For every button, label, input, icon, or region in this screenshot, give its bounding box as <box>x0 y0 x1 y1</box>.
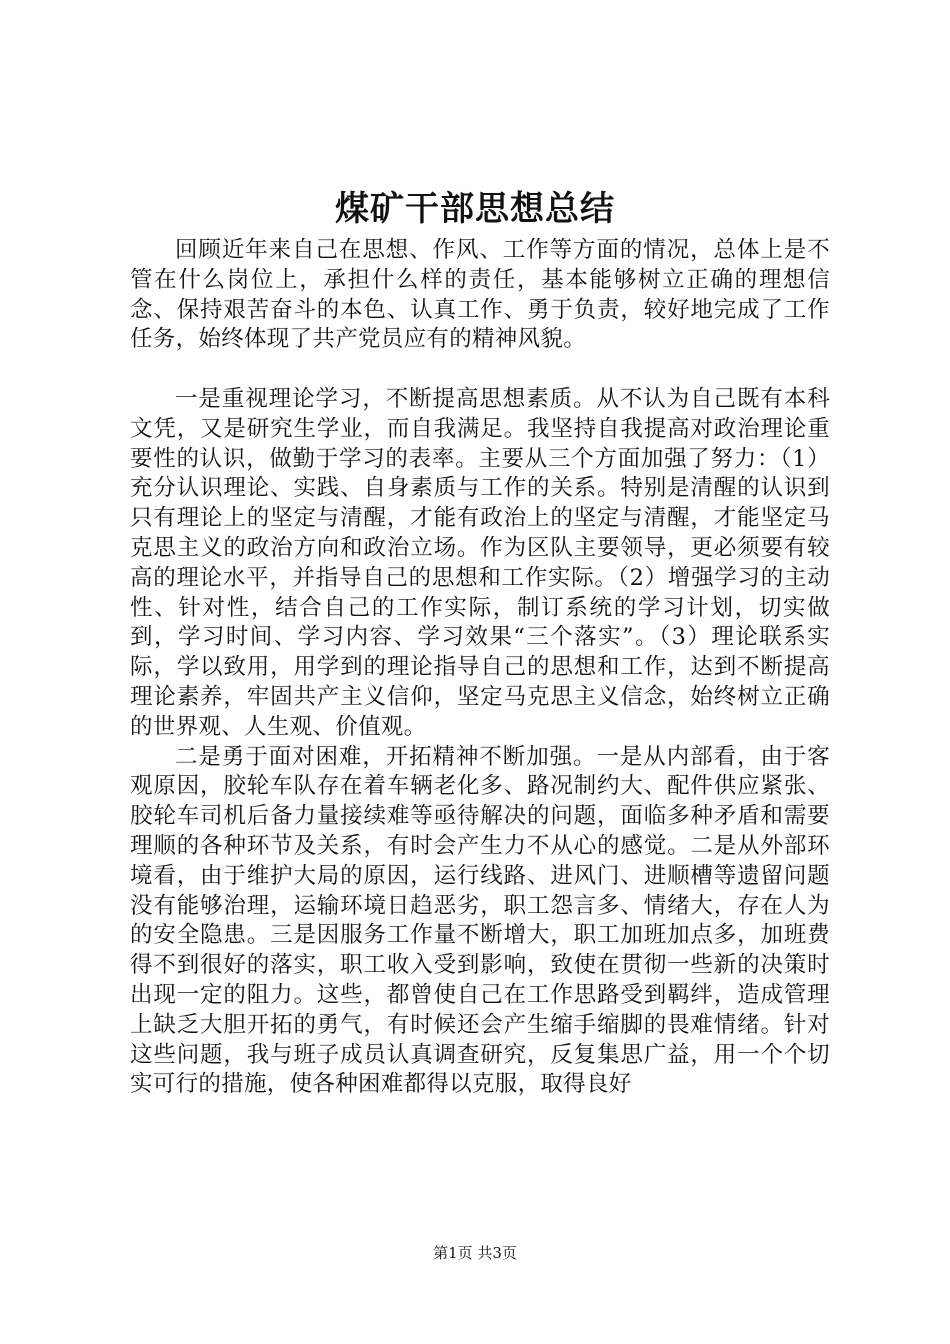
paragraph-intro: 回顾近年来自己在思想、作风、工作等方面的情况，总体上是不管在什么岗位上，承担什么样的责任，基本能够树立正确的理想信念、保持艰苦奋斗的本色、认真工作、勇于负责，较好地完成了工作任务，始终体现了共产党员应有的精神风貌。 <box>130 237 830 353</box>
paragraph-theory-study: 一是重视理论学习，不断提高思想素质。从不认为自己既有本科文凭，又是研究生学业，而自我满足。我坚持自我提高对政治理论重要性的认识，做勤于学习的表率。主要从三个方面加强了努力：（1）充分认识理论、实践、自身素质与工作的关系。特别是清醒的认识到只有理论上的坚定与清醒，才能有政治上的坚定与清醒，才能坚定马克思主义的政治方向和政治立场。作为区队主要领导，更必须要有较高的理论水平，并指导自己的思想和工作实际。（2）增强学习的主动性、针对性，结合自己的工作实际，制订系统的学习计划，切实做到，学习时间、学习内容、学习效果“三个落实”。（3）理论联系实际，学以致用，用学到的理论指导自己的思想和工作，达到不断提高理论素养，牢固共产主义信仰，坚定马克思主义信念，始终树立正确的世界观、人生观、价值观。 <box>130 385 830 740</box>
document-title: 煤矿干部思想总结 <box>335 189 615 229</box>
paragraph-face-difficulties: 二是勇于面对困难，开拓精神不断加强。一是从内部看，由于客观原因，胶轮车队存在着车辆老化多、路况制约大、配件供应紧张、胶轮车司机后备力量接续难等亟待解决的问题，面临多种矛盾和需要理顺的各种环节及关系，有时会产生力不从心的感觉。二是从外部环境看，由于维护大局的原因，运行线路、进风门、进顺槽等遗留问题没有能够治理，运输环境日趋恶劣，职工怨言多、情绪大，存在人为的安全隐患。三是因服务工作量不断增大，职工加班加点多，加班费得不到很好的落实，职工收入受到影响，致使在贯彻一些新的决策时出现一定的阻力。这些，都曾使自己在工作思路受到羁绊，造成管理上缺乏大胆开拓的勇气，有时候还会产生缩手缩脚的畏难情绪。针对这些问题，我与班子成员认真调查研究，反复集思广益，用一个个切实可行的措施，使各种困难都得以克服，取得良好 <box>130 743 830 1098</box>
page-footer: 第1页 共3页 <box>433 1244 517 1262</box>
document-body <box>130 236 830 1100</box>
